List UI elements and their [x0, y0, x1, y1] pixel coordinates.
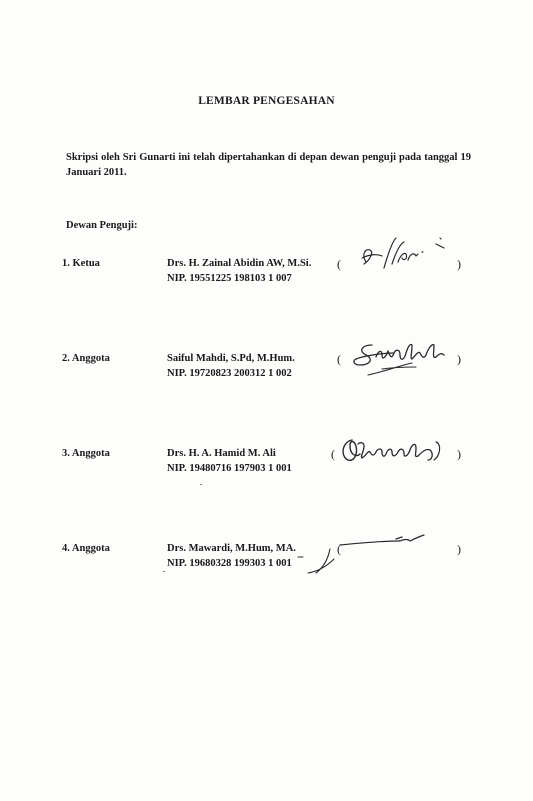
page-title: LEMBAR PENGESAHAN	[198, 95, 335, 107]
signature-ketua	[352, 234, 452, 274]
open-paren: (	[337, 542, 341, 556]
member-row	[0, 353, 533, 413]
open-paren: (	[337, 352, 341, 366]
member-nip: NIP. 19680328 199303 1 001	[167, 558, 292, 569]
member-name: Drs. Mawardi, M.Hum, MA.	[167, 543, 296, 554]
close-paren: )	[457, 542, 461, 556]
member-row	[0, 258, 533, 318]
scan-speck	[200, 484, 202, 485]
close-paren: )	[457, 257, 461, 271]
member-nip: NIP. 19720823 200312 1 002	[167, 368, 292, 379]
member-nip: NIP. 19551225 198103 1 007	[167, 273, 292, 284]
member-row	[0, 448, 533, 508]
close-paren: )	[457, 352, 461, 366]
member-name: Saiful Mahdi, S.Pd, M.Hum.	[167, 353, 295, 364]
signature-anggota-2	[346, 335, 461, 383]
board-label: Dewan Penguji:	[66, 220, 138, 231]
close-paren: )	[457, 447, 461, 461]
member-name: Drs. H. Zainal Abidin AW, M.Si.	[167, 258, 312, 269]
intro-paragraph: Skripsi oleh Sri Gunarti ini telah dipertahankan di depan dewan penguji pada tanggal 19 Januari 2011.	[66, 152, 471, 178]
member-name: Drs. H. A. Hamid M. Ali	[167, 448, 276, 459]
member-nip: NIP. 19480716 197903 1 001	[167, 463, 292, 474]
member-row	[0, 543, 533, 603]
signature-anggota-4	[300, 529, 440, 577]
member-role: 2. Anggota	[62, 353, 110, 364]
member-role: 3. Anggota	[62, 448, 110, 459]
signature-anggota-3	[338, 434, 453, 470]
open-paren: (	[337, 257, 341, 271]
member-role: 1. Ketua	[62, 258, 100, 269]
open-paren: (	[331, 447, 335, 461]
member-role: 4. Anggota	[62, 543, 110, 554]
scan-speck	[163, 571, 165, 572]
